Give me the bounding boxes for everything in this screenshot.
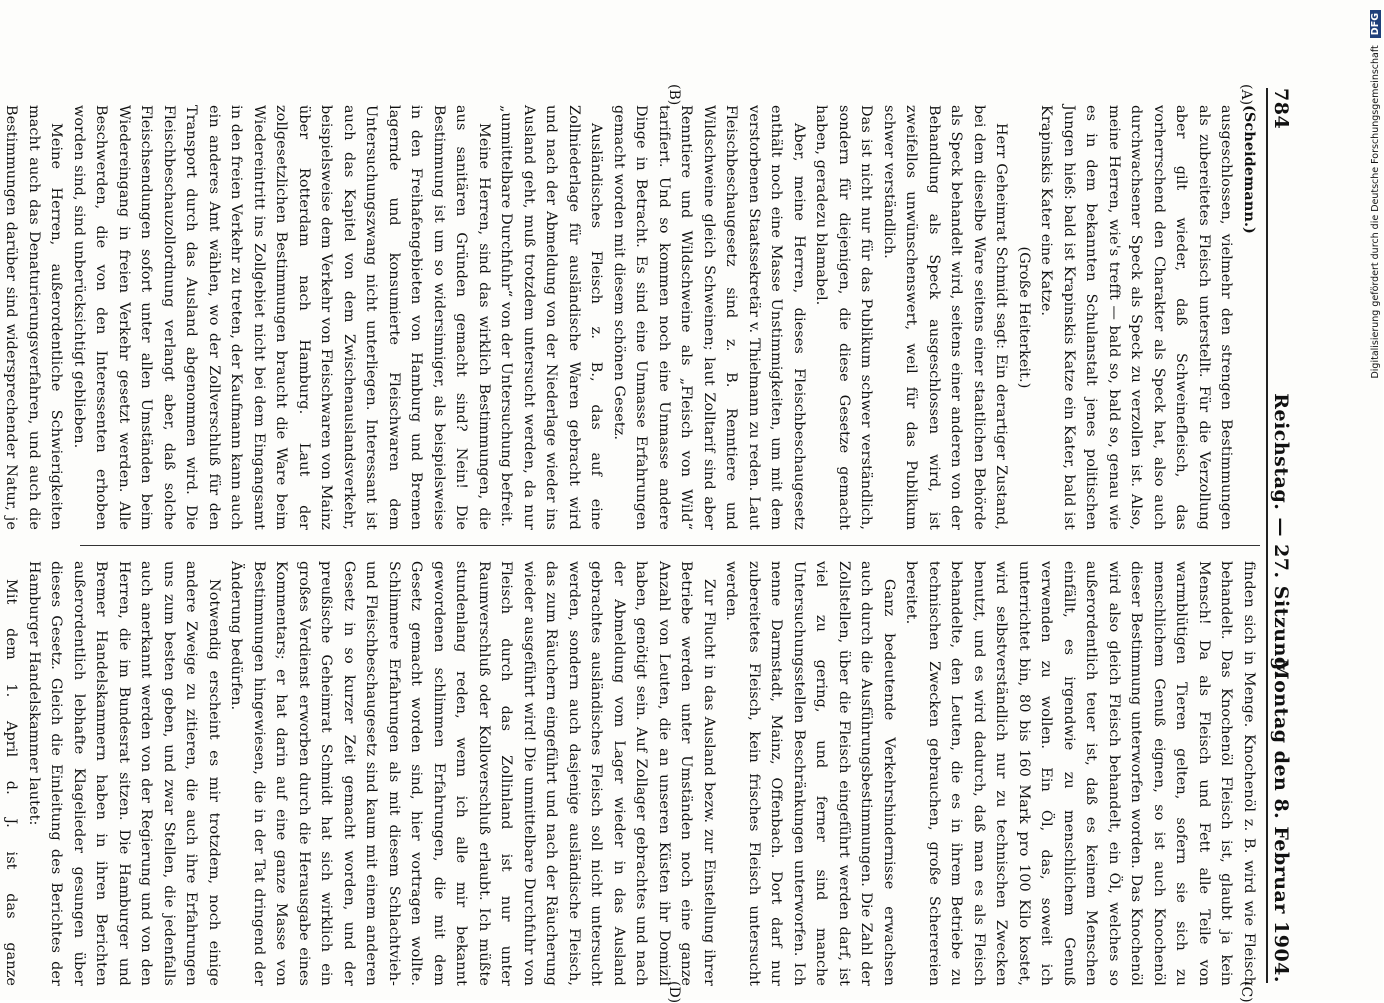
header-rule: [1266, 88, 1268, 983]
paragraph: Mit dem 1. April d. J. ist das ganze: [3, 579, 20, 986]
margin-mark-a: (A): [1238, 84, 1254, 106]
speaker-name: (Scheidemann.): [1241, 105, 1258, 234]
page-title: Reichstag. — 27. Sitzung.: [1270, 393, 1292, 678]
paragraph: Das ist nicht nur für das Publikum schwer verständlich, sondern für diejenigen, die diese Gesetze gemacht haben, geradezu blamabel.: [813, 105, 875, 530]
paragraph: Ausländisches Fleisch z. B., das auf eine Zollniederlage für ausländische Waren gebracht wird und nach der Abmeldung von der Niederlage wieder ins Ausland geht, muß trotzdem untersucht werden, da nur „unmittelbare Durchfuhr“ von der Untersuchung befreit.: [498, 105, 605, 530]
margin-mark-b: (B): [666, 84, 682, 106]
paragraph: Meine Herren, außerordentliche Schwierigkeiten macht auch das Denaturierungsverfahren, und auch die Bestimmungen darüber sind widersprechender Natur, je: [3, 105, 65, 530]
paragraph: Zur Flucht in das Ausland bezw. zur Einstellung ihrer Betriebe werden unter Umständen noch eine ganze Anzahl von Leuten, die an unseren Küsten ihr Domizil haben, genötigt sein. Auf Zollager gebrachtes und nach der Abmeldung vom Lager wieder in das Ausland gebrachtes ausländisches Fleisch soll nicht untersucht werden, sondern auch dasjenige ausländische Fleisch, das zum Räuchern eingeführt und nach der Räucherung wieder ausgeführt wird! Die unmittelbare Durchfuhr von Fleisch durch das Zollinland ist nur unter Raumverschluß oder Kolloverschluß erlaubt. Ich müßte stundenlang reden, wenn ich alle mir bekannt gewordenen schlimmen Erfahrungen, die mit dem Gesetz gemacht worden sind, hier vortragen wollte. Schlimmere Erfahrungen als mit diesem Schlachtvieh- und Fleischbeschaugesetz sind kaum mit einem anderen Gesetz in so kurzer Zeit gemacht worden, und der preußische Geheimrat Schmidt hat sich wirklich ein großes Verdienst erworben durch die Herausgabe eines Kommentars; er hat darin auf eine ganze Masse von Bestimmungen hingewiesen, die in der Tat dringend der Änderung bedürfen.: [228, 561, 717, 986]
paragraph: Herr Geheimrat Schmidt sagt: Ein derartiger Zustand, bei dem dieselbe Ware seitens einer staatlichen Behörde als Speck behandelt wird, seitens einer anderen von der Behandlung als Speck ausgeschlossen wird, ist zweifellos unwünschenswert, weil für das Publikum schwer verständlich.: [881, 105, 1010, 530]
paragraph: Ganz bedeutende Verkehrshindernisse erwachsen auch durch die Ausführungsbestimmungen. Die Zahl der Zollstellen, über die Fleisch eingeführt werden darf, ist viel zu gering, und ferner sind manche Untersuchungsstellen Beschränkungen unterworfen. Ich nenne Darmstadt, Mainz, Offenbach. Dort darf nur zubereitetes Fleisch, kein frisches Fleisch untersucht werden.: [723, 561, 897, 986]
paragraph: finden sich in Menge. Knochenöl z. B. wird wie Fleisch behandelt. Das Knochenöl Fleisch ist, glaubt ja kein Mensch! Da als Fleisch und Fett alle Teile von warmblütigen Tieren gelten, sofern sie sich zu menschlichem Genuß eignen, so ist auch Knochenöl dieser Bestimmung unterworfen worden. Das Knochenöl wird also gleich Fleisch behandelt, ein Öl, welches so außerordentlich teuer ist, daß es keinem Menschen einfällt, es irgendwie zu menschlichem Genuß verwenden zu wollen. Ein Öl, das, soweit ich unterrichtet bin, 80 bis 160 Mark pro 100 Kilo kostet, wird selbstverständlich nur zu technischen Zwecken benutzt, und es wird dadurch, daß man es als Fleisch behandelte, den Leuten, die es in ihrem Betriebe zu technischen Zwecken gebrauchen, große Scherereien bereitet.: [903, 561, 1257, 986]
paragraph: Aber, meine Herren, dieses Fleischbeschaugesetz enthält noch eine Masse Unstimmigkeiten, um mit dem verstorbenen Staatssekretär v. Thielmann zu reden. Laut Fleischbeschaugesetz sind z. B. Renntiere und Wildschweine gleich Schweinen; laut Zolltarif sind aber Renntiere und Wildschweine als „Fleisch von Wild“ tarifiert. Und so kommen noch eine Unmasse andere Dinge in Betracht. Es sind eine Unmasse Erfahrungen gemacht worden mit diesem schönen Gesetz.: [611, 105, 807, 530]
paragraph: ausgeschlossen, vielmehr den strengen Bestimmungen als zubereitetes Fleisch unterstellt. Für die Verzollung aber gilt wieder, daß Schweinefleisch, das vorherrschend den Charakter als Speck hat, also auch durchwachsener Speck als Speck zu verzollen ist. Also, meine Herren, wie's trefft — bald so, bald so, genau wie es in dem bekannten Schulanstalt jenes politischen Jungen hieß: bald ist Krapinskis Katze ein Kater, bald ist Krapinskis Kater eine Katze.: [1038, 105, 1235, 530]
left-column: [3, 105, 1260, 530]
dfg-logo: DFG: [1370, 10, 1381, 38]
digitization-credit: [1370, 10, 1384, 990]
paragraph: Meine Herren, sind das wirklich Bestimmungen, die aus sanitären Gründen gemacht sind? Nein! Die Bestimmung ist um so widersinniger, als beispielsweise in den Freihafengebieten von Hamburg und Bremen lagernde und konsumierte Fleischwaren dem Untersuchungszwang nicht unterliegen. Interessant ist auch das Kapitel von dem Zwischenauslandsverkehr, beispielsweise dem Verkehr von Fleischwaren von Mainz über Rotterdam nach Hamburg. Laut der zollgesetzlichen Bestimmungen braucht die Ware beim Wiedereintritt ins Zollgebiet nicht bei dem Eingangsamt in den freien Verkehr zu treten, der Kaufmann kann auch ein anderes Amt wählen, wo der Zollverschluß für den Transport durch das Ausland abgenommen wird. Die Fleischbeschauzollordnung verlangt aber, daß solche Fleischsendungen sofort unter allen Umständen beim Wiedereingang in freien Verkehr gesetzt werden. Alle Beschwerden, die von den Interessenten erhoben worden sind, sind unberücksichtigt geblieben.: [71, 105, 492, 530]
column-separator: [80, 545, 1260, 546]
right-column: [3, 561, 1260, 986]
margin-mark-d: (D): [666, 981, 682, 1003]
interjection: (Große Heiterkeit.): [1016, 246, 1032, 389]
paragraph: Notwendig erscheint es mir trotzdem, noch einige andere Zweige zu zitieren, die auch ihre Erfahrungen uns zum besten geben, und zwar Stellen, die jedenfalls auch anerkannt werden von der Regierung und von den Herren, die im Bundesrat sitzen. Die Hamburger und Bremer Handelskammern haben in ihren Berichten außerordentlich lebhafte Klagelieder gesungen über dieses Gesetz. Gleich die Einleitung des Berichtes der Hamburger Handelskammer lautet:: [26, 561, 222, 986]
page-header: [1262, 88, 1302, 983]
credit-text: Digitalisierung gefördert durch die Deutsche Forschungsgemeinschaft: [1370, 45, 1381, 379]
margin-mark-c: (C): [1238, 981, 1254, 1003]
page-number: 784: [1270, 88, 1292, 130]
session-date: Montag den 8. Februar 1904.: [1270, 658, 1292, 983]
